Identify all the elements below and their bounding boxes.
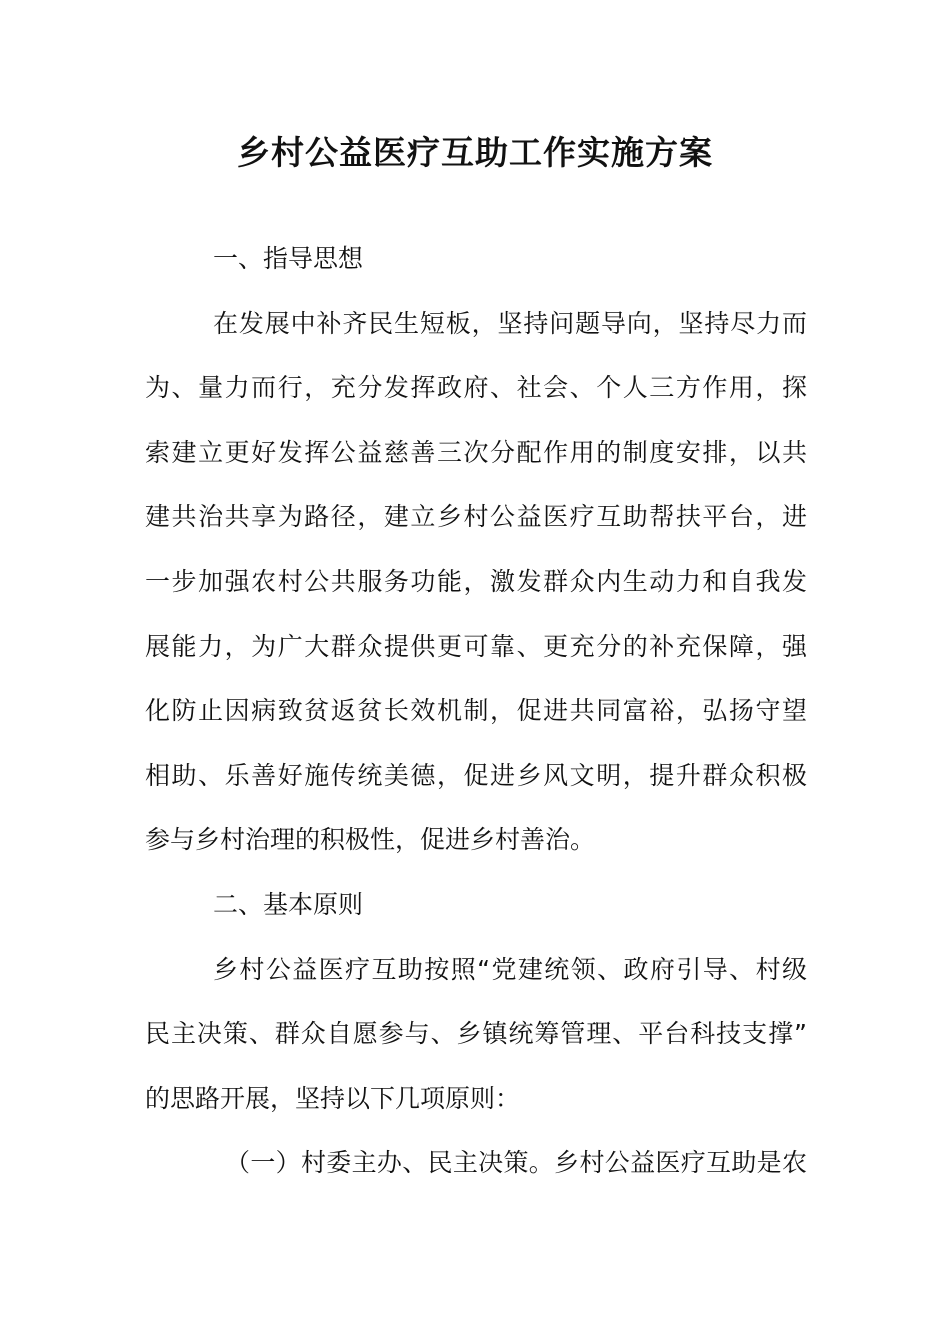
paragraph-line: 建共治共享为路径，建立乡村公益医疗互助帮扶平台，进 <box>145 502 807 532</box>
paragraph-line: 乡村公益医疗互助按照“党建统领、政府引导、村级 <box>213 954 807 984</box>
paragraph-line: 参与乡村治理的积极性，促进乡村善治。 <box>145 825 596 855</box>
document-body <box>145 234 807 1203</box>
paragraph-line: 的思路开展，坚持以下几项原则： <box>145 1083 521 1113</box>
paragraph-line: 民主决策、群众自愿参与、乡镇统筹管理、平台科技支撑” <box>145 1019 807 1049</box>
subsection-line: （一）村委主办、民主决策。乡村公益医疗互助是农 <box>225 1148 807 1178</box>
document-title: 乡村公益医疗互助工作实施方案 <box>237 133 713 172</box>
paragraph-line: 相助、乐善好施传统美德，促进乡风文明，提升群众积极 <box>145 760 807 790</box>
paragraph-line: 为、量力而行，充分发挥政府、社会、个人三方作用，探 <box>145 373 807 403</box>
paragraph-line: 在发展中补齐民生短板，坚持问题导向，坚持尽力而 <box>213 308 807 338</box>
paragraph-line: 化防止因病致贫返贫长效机制，促进共同富裕，弘扬守望 <box>145 696 807 726</box>
paragraph-line: 索建立更好发挥公益慈善三次分配作用的制度安排，以共 <box>145 437 807 467</box>
paragraph-line: 展能力，为广大群众提供更可靠、更充分的补充保障，强 <box>145 631 807 661</box>
section-heading-basic-principles: 二、基本原则 <box>213 889 364 919</box>
section-heading-guiding-ideology: 一、指导思想 <box>213 244 364 273</box>
paragraph-line: 一步加强农村公共服务功能，激发群众内生动力和自我发 <box>145 566 807 596</box>
